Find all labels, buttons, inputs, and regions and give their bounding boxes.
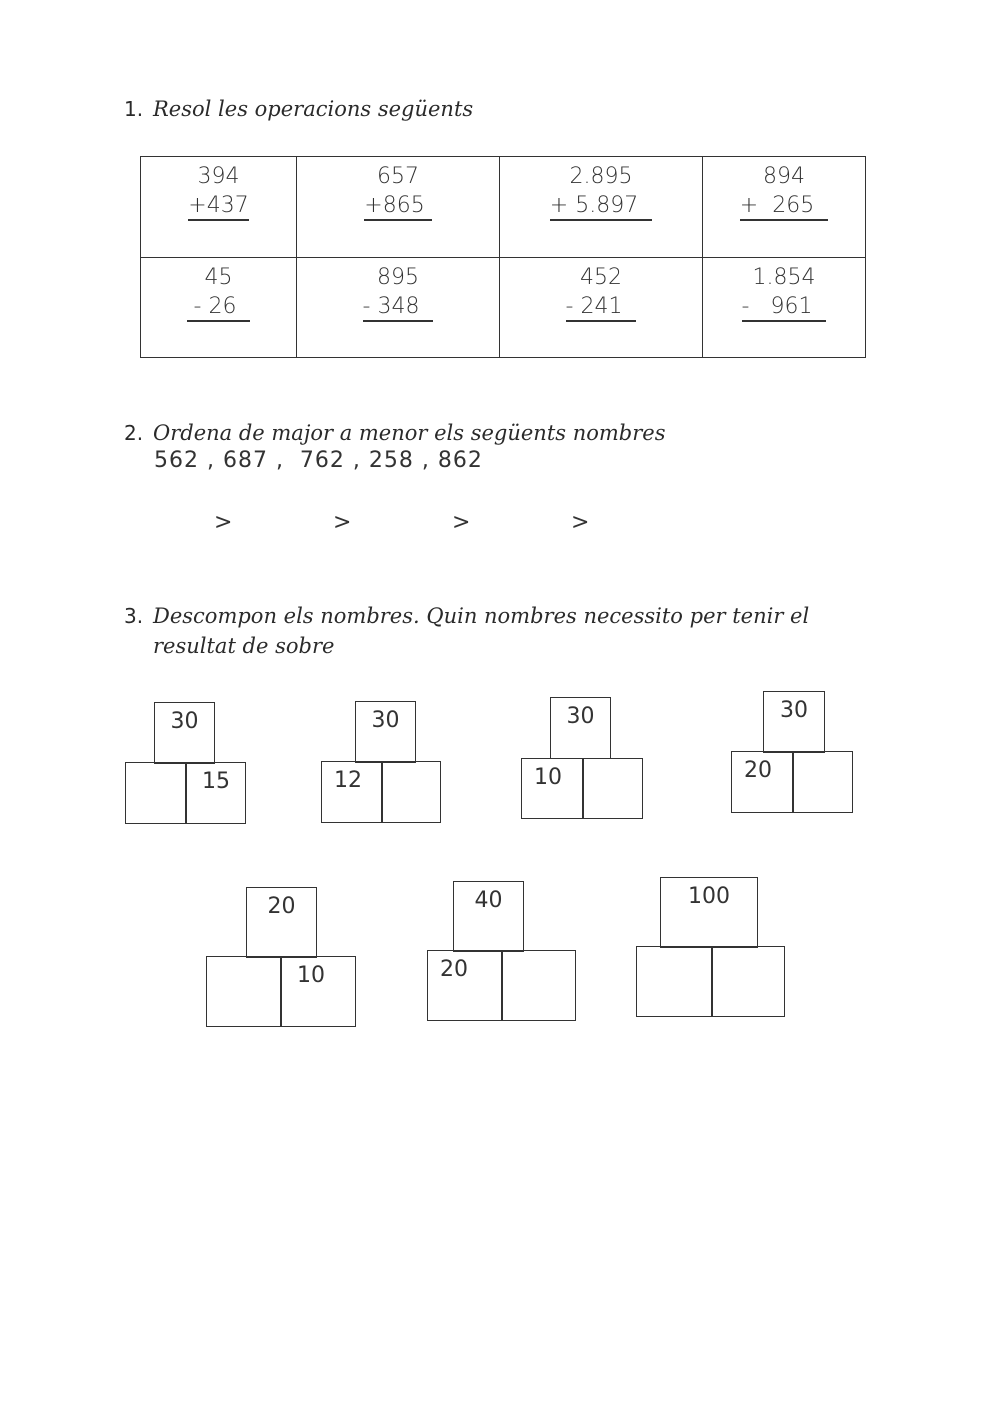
- pyramid-top-box: [453, 881, 524, 952]
- pyramid-left-box[interactable]: [521, 758, 584, 819]
- numbers-list: 562 , 687 , 762 , 258 , 862: [154, 448, 483, 473]
- pyramid-top-box: [246, 887, 317, 958]
- exercise1-heading: [124, 94, 473, 124]
- exercise2-heading: [124, 418, 666, 448]
- operand-bottom: + 265: [740, 192, 828, 221]
- pyramid-top-value: 20: [267, 894, 296, 919]
- operand-top: 2.895: [569, 164, 633, 189]
- pyramid-right-box[interactable]: [792, 751, 853, 813]
- pyramid-left-box[interactable]: [427, 950, 503, 1021]
- table-row: [141, 157, 866, 258]
- exercise2-title: Ordena de major a menor els següents nombres: [153, 421, 666, 445]
- exercise3-title-line1: Descompon els nombres. Quin nombres necessito per tenir el: [153, 604, 810, 628]
- pyramid-top-value: 30: [780, 698, 808, 723]
- pyramid-top-value: 100: [688, 884, 730, 909]
- operand-bottom: - 961: [742, 293, 827, 322]
- operations-table: [140, 156, 866, 358]
- greater-than-symbol: >: [333, 510, 352, 535]
- operation-cell[interactable]: [141, 257, 297, 358]
- pyramid-top-value: 30: [170, 709, 199, 734]
- operand-bottom: + 5.897: [550, 192, 652, 221]
- operand-top: 45: [204, 264, 233, 290]
- operand-top: 657: [377, 164, 419, 189]
- pyramid-top-box: [355, 701, 416, 763]
- operand-bottom: - 241: [566, 293, 637, 322]
- pyramid-left-value: 10: [534, 765, 562, 790]
- greater-than-symbol: >: [571, 510, 590, 535]
- operation-cell[interactable]: [703, 157, 866, 258]
- operand-top: 895: [377, 264, 419, 290]
- operation-cell[interactable]: [297, 157, 500, 258]
- pyramid-top-box: [763, 691, 825, 753]
- pyramid-top-value: 40: [474, 888, 503, 913]
- operation-cell[interactable]: [703, 257, 866, 358]
- pyramid-top-box: [660, 877, 758, 948]
- exercise1-number: 1.: [124, 97, 144, 121]
- exercise2-number: 2.: [124, 421, 144, 445]
- exercise3-title-line2: resultat de sobre: [153, 634, 335, 658]
- pyramid-left-box[interactable]: [731, 751, 794, 813]
- operand-bottom: +437: [188, 192, 248, 221]
- pyramid-right-value: 15: [202, 769, 230, 794]
- pyramid-left-value: 20: [744, 758, 772, 783]
- operation-cell[interactable]: [500, 257, 703, 358]
- operand-top: 894: [763, 164, 805, 189]
- pyramid-top-box: [550, 697, 611, 759]
- pyramid-right-value: 10: [297, 963, 325, 988]
- pyramid-left-box[interactable]: [321, 761, 383, 823]
- operand-bottom: +865: [364, 192, 431, 221]
- pyramid-left-box[interactable]: [206, 956, 282, 1027]
- pyramid-top-value: 30: [371, 708, 400, 733]
- operand-top: 452: [580, 264, 622, 290]
- operand-bottom: - 26: [187, 293, 251, 322]
- pyramid-top-box: [154, 702, 215, 764]
- pyramid-right-box[interactable]: [711, 946, 785, 1017]
- operand-top: 394: [197, 164, 240, 189]
- pyramid-right-box[interactable]: [381, 761, 441, 823]
- operation-cell[interactable]: [297, 257, 500, 358]
- operation-cell[interactable]: [141, 157, 297, 258]
- pyramid-left-box[interactable]: [125, 762, 187, 824]
- operand-top: 1.854: [752, 264, 816, 290]
- pyramid-right-box[interactable]: [582, 758, 643, 819]
- pyramid-right-box[interactable]: [185, 762, 246, 824]
- pyramid-right-box[interactable]: [280, 956, 356, 1027]
- exercise3-number: 3.: [124, 604, 144, 628]
- operand-bottom: - 348: [363, 293, 434, 322]
- exercise3-heading: [124, 601, 809, 661]
- pyramid-left-value: 12: [334, 768, 362, 793]
- pyramid-left-value: 20: [440, 957, 468, 982]
- pyramid-top-value: 30: [566, 704, 595, 729]
- pyramid-left-box[interactable]: [636, 946, 713, 1017]
- exercise1-title: Resol les operacions següents: [153, 97, 474, 121]
- operation-cell[interactable]: [500, 157, 703, 258]
- greater-than-symbol: >: [214, 510, 233, 535]
- pyramid-right-box[interactable]: [501, 950, 576, 1021]
- table-row: [141, 257, 866, 358]
- greater-than-symbol: >: [452, 510, 471, 535]
